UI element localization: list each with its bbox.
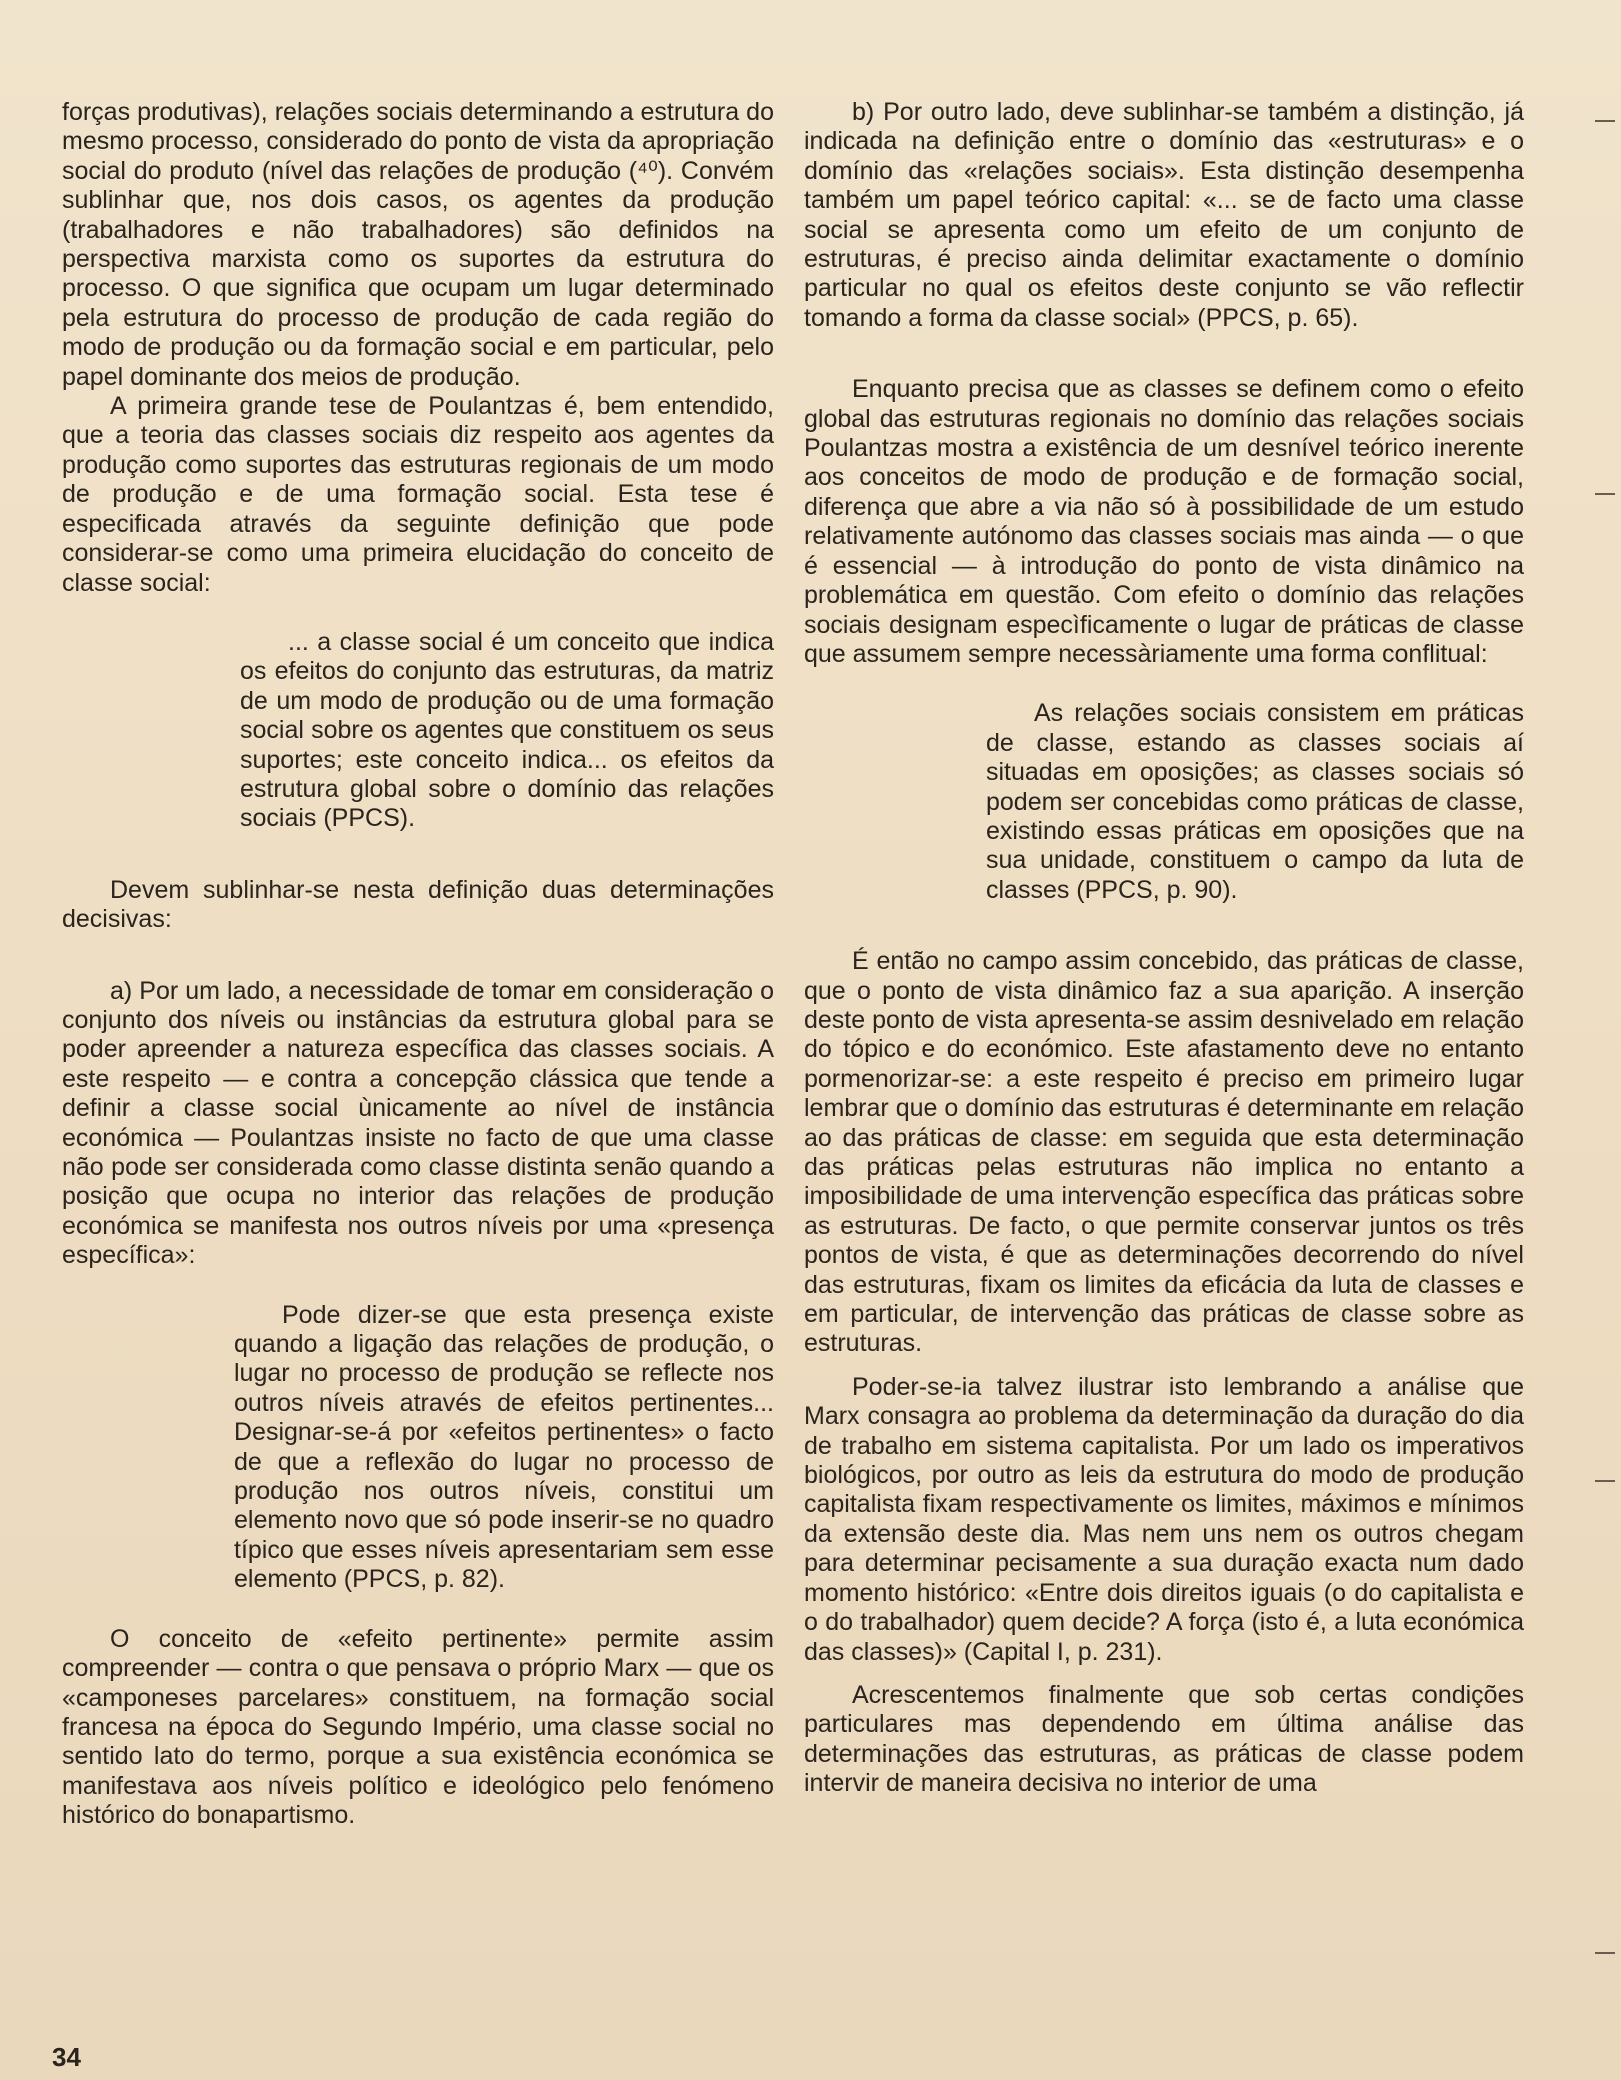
- paragraph: a) Por um lado, a necessidade de tomar em consideração o conjunto dos níveis ou instâncias da estrutura global para se poder apreender a natureza específica das classes sociais. A este respeito — e contra a concepção clássica que tende a definir a classe social ùnicamente ao nível de instância económica — Poulantzas insiste no facto de que uma classe não pode ser considerada como classe distinta senão quando a posição que ocupa no interior das relações de produção económica se manifesta nos outros níveis por uma «presença específica»:: [62, 976, 774, 1270]
- paragraph: Poder-se-ia talvez ilustrar isto lembrando a análise que Marx consagra ao problema da determinação da duração do dia de trabalho em sistema capitalista. Por um lado os imperativos biológicos, por outro as leis da estrutura do modo de produção capitalista fixam respectivamente os limites, máximos e mínimos da extensão deste dia. Mas nem uns nem os outros chegam para determinar pecisamente a sua duração exacta num dado momento histórico: «Entre dois direitos iguais (o do capitalista e o do trabalhador) quem decide? A força (isto é, a luta económica das classes)» (Capital I, p. 231).: [804, 1372, 1524, 1666]
- block-quote-wrapper: [62, 1301, 774, 1595]
- edge-mark: [1595, 1952, 1615, 1954]
- block-quote-wrapper: [62, 628, 774, 834]
- block-quote: As relações sociais consistem em práticas de classe, estando as classes sociais aí situadas em oposições; as classes sociais só podem ser concebidas como práticas de classe, existindo essas práticas em oposições que na sua unidade, constituem o campo da luta de classes (PPCS, p. 90).: [986, 699, 1524, 904]
- paragraph: A primeira grande tese de Poulantzas é, bem entendido, que a teoria das classes sociais diz respeito aos agentes da produção como suportes das estruturas regionais de um modo de produção e de uma formação social. Esta tese é especificada através da seguinte definição que pode considerar-se como uma primeira elucidação do conceito de classe social:: [62, 392, 774, 597]
- paragraph: É então no campo assim concebido, das práticas de classe, que o ponto de vista dinâmico faz a sua aparição. A inserção deste ponto de vista apresenta-se assim desnivelado em relação do tópico e do económico. Este afastamento deve no entanto pormenorizar-se: a este respeito é preciso em primeiro lugar lembrar que o domínio das estruturas é determinante em relação ao das práticas de classe: em seguida que esta determinação das práticas pelas estruturas não implica no entanto a imposibilidade de uma intervenção específica das práticas sobre as estruturas. De facto, o que permite conservar juntos os três pontos de vista, é que as determinações decorrendo do nível das estruturas, fixam os limites da eficácia da luta de classes e em particular, de intervenção das práticas de classe sobre as estruturas.: [804, 947, 1524, 1358]
- left-column: [62, 98, 774, 1831]
- paragraph: forças produtivas), relações sociais determinando a estrutura do mesmo processo, considerado do ponto de vista da apropriação social do produto (nível das relações de produção (⁴⁰). Convém sublinhar que, nos dois casos, os agentes da produção (trabalhadores e não trabalhadores) são definidos na perspectiva marxista como os suportes da estrutura do processo. O que significa que ocupam um lugar determinado pela estrutura do processo de produção de cada região do modo de produção ou da formação social e em particular, pelo papel dominante dos meios de produção.: [62, 98, 774, 391]
- block-quote: Pode dizer-se que esta presença existe quando a ligação das relações de produção, o lugar no processo de produção se reflecte nos outros níveis através de efeitos pertinentes... Designar-se-á por «efeitos pertinentes» o facto de que a reflexão do lugar no processo de produção nos outros níveis, constitui um elemento novo que só pode inserir-se no quadro típico que esses níveis apresentariam sem esse elemento (PPCS, p. 82).: [234, 1300, 774, 1594]
- paragraph: Devem sublinhar-se nesta definição duas determinações decisivas:: [62, 875, 774, 934]
- right-column: [804, 98, 1524, 1799]
- paragraph: b) Por outro lado, deve sublinhar-se também a distinção, já indicada na definição entre o domínio das «estruturas» e o domínio das «relações sociais». Esta distinção desempenha também um papel teórico capital: «... se de facto uma classe social se apresenta como um efeito de um conjunto de estruturas, é preciso ainda delimitar exactamente o domínio particular no qual os efeitos deste conjunto se vão reflectir tomando a forma da classe social» (PPCS, p. 65).: [804, 98, 1524, 332]
- block-quote: ... a classe social é um conceito que indica os efeitos do conjunto das estruturas, da matriz de um modo de produção ou de uma formação social sobre os agentes que constituem os seus suportes; este conceito indica... os efeitos da estrutura global sobre o domínio das relações sociais (PPCS).: [240, 627, 774, 833]
- edge-mark: [1595, 1480, 1615, 1482]
- paragraph: Acrescentemos finalmente que sob certas condições particulares mas dependendo em última análise das determinações das estruturas, as práticas de classe podem intervir de maneira decisiva no interior de uma: [804, 1680, 1524, 1798]
- edge-mark: [1595, 120, 1615, 122]
- block-quote-wrapper: [804, 699, 1524, 905]
- paragraph: O conceito de «efeito pertinente» permite assim compreender — contra o que pensava o próprio Marx — que os «camponeses parcelares» constituem, na formação social francesa na época do Segundo Império, uma classe social no sentido lato do termo, porque a sua existência económica se manifestava aos níveis político e ideológico pelo fenómeno histórico do bonapartismo.: [62, 1624, 774, 1830]
- page-number: 34: [52, 2042, 81, 2072]
- paragraph: Enquanto precisa que as classes se definem como o efeito global das estruturas regionais no domínio das relações sociais Poulantzas mostra a existência de um desnível teórico inerente aos conceitos de modo de produção e de formação social, diferença que abre a via não só à possibilidade de um estudo relativamente autónomo das classes sociais mas ainda — o que é essencial — à introdução do ponto de vista dinâmico na problemática em questão. Com efeito o domínio das relações sociais designam especìficamente o lugar de práticas de classe que assumem sempre necessàriamente uma forma conflitual:: [804, 375, 1524, 668]
- edge-mark: [1595, 493, 1615, 495]
